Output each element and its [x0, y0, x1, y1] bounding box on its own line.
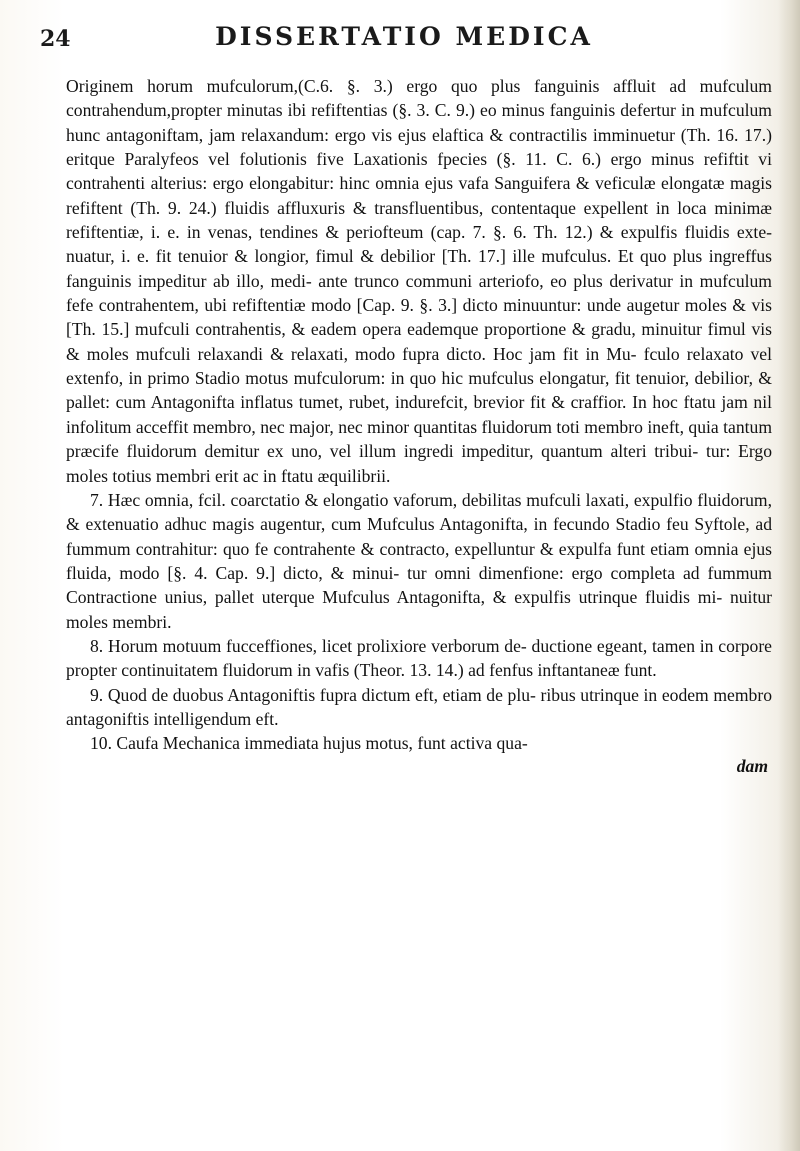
page-header [40, 22, 740, 62]
paragraph-7: 7. Hæc omnia, fcil. coarctatio & elongatio vaforum, debilitas mufculi laxati, expulfio fluidorum, & extenuatio adhuc magis augentur, cum Mufculus Antagonifta, in fecundo Stadio feu Syftole, ad fummum contrahitur: quo fe contrahente & contracto, expelluntur & expulfa funt etiam omnia ejus fluida, modo [§. 4. Cap. 9.] dicto, & minui- tur omni dimenfione: ergo completa ad fummum Contractione unius, pallet uterque Mufculus Antagonifta, & expulfis utrinque fluidis mi- nuitur moles membri. [66, 489, 772, 632]
paragraph-9: 9. Quod de duobus Antagoniftis fupra dictum eft, etiam de plu- ribus utrinque in eodem membro antagoniftis intelligendum eft. [66, 684, 772, 729]
running-head: DISSERTATIO MEDICA [215, 22, 593, 51]
paragraph-10: 10. Caufa Mechanica immediata hujus motus, funt activa qua- [90, 733, 528, 754]
page-gutter-shadow [778, 0, 800, 1151]
page-number: 24 [40, 26, 71, 52]
catchword: dam [736, 755, 768, 776]
paragraph-6-continued: Originem horum mufculorum,(C.6. §. 3.) ergo quo plus fanguinis affluit ad mufculum contrahendum,propter minutas ibi refiftentias (§. 3. C. 9.) eo minus fanguinis defertur in mufculum hunc antagoniftam, jam relaxandum: ergo vis ejus elaftica & contractilis imminuetur (Th. 16. 17.) eritque Paralyfeos vel folutionis five Laxationis fpecies (§. 11. C. 6.) ergo minus refiftit vi contrahenti alterius: ergo elongabitur: hinc omnia ejus vafa Sanguifera & veficulæ elongatæ magis refiftent (Th. 9. 24.) fluidis affluxuris & transfluentibus, contentaque expellent in loca minimæ refiftentiæ, i. e. in venas, tendines & periofteum (cap. 7. §. 6. Th. 12.) & expulfis fluidis exte- nuatur, i. e. fit tenuior & longior, fimul & debilior [Th. 17.] ille mufculus. Et quo plus ingreffus fanguinis impeditur ab illo, medi- ante trunco communi arteriofo, eo plus derivatur in mufculum fefe contrahentem, ubi refiftentiæ modo [Cap. 9. §. 3.] dicto minuuntur: unde augetur moles & vis [Th. 15.] mufculi contrahentis, & eadem opera eademque proportione & gradu, minuitur fimul vis & moles mufculi relaxandi & relaxati, modo fupra dicto. Hoc jam fit in Mu- fculo relaxato vel extenfo, in primo Stadio motus mufculorum: in quo hic mufculus elongatur, fit tenuior, debilior, & pallet: cum Antagonifta inflatus tumet, rubet, indurefcit, brevior fit & craffior. In hoc ftatu jam nil infolitum acceffit membro, nec major, nec minor quantitas fluidorum toti membro ineft, quia tantum præcife fluidorum demitur ex uno, vel illum ingredi impeditur, quantum alteri tribui- tur: Ergo moles totius membri erit ac in ftatu æquilibrii. [66, 76, 772, 486]
paragraph-8: 8. Horum motuum fucceffiones, licet prolixiore verborum de- ductione egeant, tamen in corpore propter continuitatem fluidorum in vafis (Theor. 13. 14.) ad fenfus inftantaneæ funt. [66, 635, 772, 681]
body-text [66, 74, 772, 778]
